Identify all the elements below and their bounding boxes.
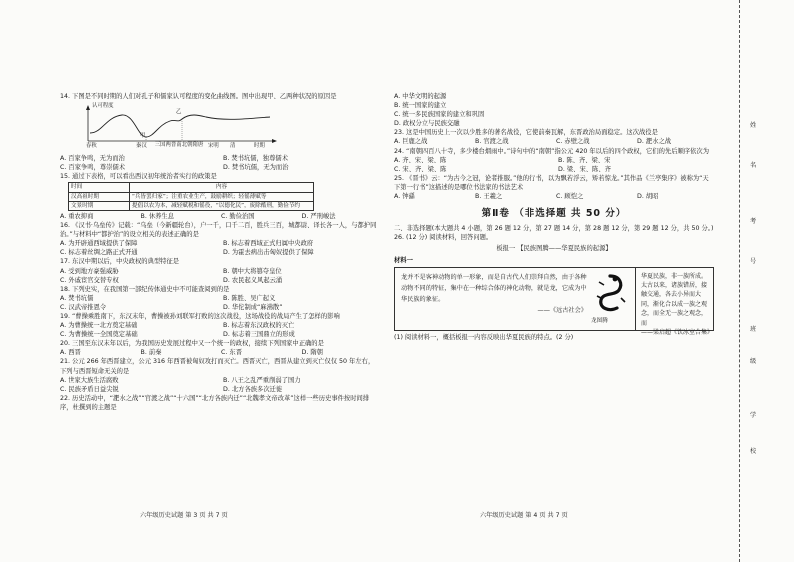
q22-stem: 22. 历史活动中，“淝水之战”“官渡之战”“十六国”“北方各族内迁”“北魏孝文帝改革”这样一些历史事件按时间排序，杜撰到的主题是 bbox=[60, 394, 370, 411]
q22-option-a[interactable]: A. 中华文明的起源 bbox=[394, 93, 447, 100]
q25-option-b[interactable]: B. 王羲之 bbox=[475, 193, 503, 201]
q21-option-b[interactable]: B. 八王之乱严重削弱了国力 bbox=[223, 376, 301, 384]
table-row bbox=[69, 192, 314, 201]
q21-options bbox=[60, 376, 378, 394]
q25-stem: 25. 《晋书》云：“为古今之冠，论者推服。”他的行书，以为飘若浮云，矫若惊龙。”其作品《兰亭集序》被称为“天下第一行书”这描述的是哪位书法家的书法艺术 bbox=[394, 174, 709, 191]
q15-options bbox=[60, 212, 378, 221]
left-page-footer: 六年级历史试题 第 3 页 共 7 页 bbox=[140, 512, 228, 519]
q24-options bbox=[394, 156, 714, 174]
binding-label: 号 bbox=[750, 258, 757, 265]
table-row bbox=[69, 183, 314, 192]
material-right-text bbox=[641, 272, 714, 338]
binding-label: 级 bbox=[750, 358, 757, 365]
q16-option-b[interactable]: B. 标志着西域正式归属中央政府 bbox=[223, 240, 314, 248]
dragon-totem-icon bbox=[593, 272, 627, 316]
q14-chart bbox=[74, 103, 304, 153]
q18-option-b[interactable]: B. 陈胜、吴广起义 bbox=[223, 294, 276, 302]
q14-stem: 14. 下图是不同时期的人们对孔子和儒家认可程度的变化曲线图。图中出现甲、乙两种状况的原因是 bbox=[60, 93, 337, 100]
q15-option-d[interactable]: D. 严刑峻法 bbox=[301, 212, 336, 220]
q14-period-label: 清 bbox=[230, 143, 236, 150]
q19-option-a[interactable]: A. 为曹操统一北方奠定基础 bbox=[60, 322, 138, 330]
q20-options bbox=[60, 348, 378, 357]
q15-header-content: 内容 bbox=[130, 183, 314, 192]
q14-period-label: 秦汉 bbox=[136, 143, 147, 150]
q17-stem: 17. 东汉中期以后，中央政权的典型特征是 bbox=[60, 258, 180, 266]
q24-option-a[interactable]: A. 齐、宋、梁、陈 bbox=[394, 156, 447, 164]
q24-option-b[interactable]: B. 陈、齐、梁、宋 bbox=[558, 156, 611, 164]
q14-mark-yi: 乙 bbox=[176, 109, 182, 116]
q14-options bbox=[60, 154, 378, 172]
q14-option-b[interactable]: B. 焚书坑儒，独尊儒术 bbox=[223, 155, 288, 163]
q18-options bbox=[60, 294, 378, 312]
q17-option-d[interactable]: D. 农民起义风起云涌 bbox=[223, 276, 283, 284]
q25-option-c[interactable]: C. 顾恺之 bbox=[556, 193, 584, 201]
q16-option-d[interactable]: D. 为霍去病出击匈奴提供了保障 bbox=[223, 249, 314, 257]
q25-options bbox=[394, 192, 714, 201]
q20-option-d[interactable]: D. 隋朝 bbox=[301, 349, 323, 357]
q14-y-label: 认可程度 bbox=[92, 103, 114, 110]
board-banner: 板报一 【民族图腾——华夏民族的起源】 bbox=[496, 245, 612, 253]
q19-stem: 19. “曹操乘胜南下，东汉末年，曹操被孙刘联军打败的这次战役，这场战役的战局产生了怎样的影响 bbox=[60, 312, 340, 320]
q21-option-a[interactable]: A. 世家大族生活腐败 bbox=[60, 376, 119, 384]
binding-label: 学 bbox=[750, 412, 757, 419]
q20-option-b[interactable]: B. 前秦 bbox=[140, 349, 162, 357]
q18-option-a[interactable]: A. 焚书坑儒 bbox=[60, 294, 94, 302]
binding-label: 考 bbox=[750, 218, 757, 225]
material-right-body: 华夏民族，非一族所成。太古以来，诸族错居，接触交通，各去小异而大同，渐化合以成一族之观念，而全无一族之观念，而 bbox=[641, 272, 708, 327]
q24-stem: 24. “南朝四百八十寺，多少楼台烟雨中。”诗句中的“南朝”指公元 420 年以后的四个政权，它们的先后顺序依次为 bbox=[394, 147, 709, 155]
q18-option-d[interactable]: D. 华佗制成“麻沸散” bbox=[223, 303, 283, 311]
material-right-source: ——梁启超《饮冰室合集》 bbox=[641, 329, 714, 337]
q15-header-time: 时间 bbox=[69, 183, 130, 192]
q14-recognition-curve bbox=[90, 115, 270, 140]
q17-option-b[interactable]: B. 朝中大将篡夺皇位 bbox=[223, 267, 282, 275]
material-left-source: ——《远古社会》 bbox=[537, 306, 587, 314]
table-cell: 提倡以农为本，减轻赋税和徭役，“以德化民”，废除酷刑，勤俭节约 bbox=[130, 201, 314, 210]
material-label: 材料一 bbox=[394, 256, 413, 264]
q16-options bbox=[60, 239, 378, 257]
q21-option-d[interactable]: D. 北方各族多次迁徙 bbox=[223, 385, 283, 393]
q19-option-c[interactable]: C. 为曹操统一全国奠定基础 bbox=[60, 331, 138, 339]
q14-option-d[interactable]: D. 焚书坑儒，无为而治 bbox=[223, 164, 289, 172]
q26-stem: 26. (12 分) 阅读材料，回答问题。 bbox=[394, 234, 493, 242]
q14-option-a[interactable]: A. 百家争鸣，无为而治 bbox=[60, 155, 125, 163]
q17-options bbox=[60, 267, 378, 285]
q23-options bbox=[394, 137, 714, 146]
q21-option-c[interactable]: C. 民族矛盾日益尖锐 bbox=[60, 385, 119, 393]
q15-option-c[interactable]: C. 勤俭治国 bbox=[221, 212, 255, 220]
q19-option-b[interactable]: B. 标志着东汉政权的灭亡 bbox=[223, 322, 295, 330]
q18-stem: 18. 下列史实，在我国第一部纪传体通史中不可能查阅到的是 bbox=[60, 285, 230, 293]
binding-label: 班 bbox=[750, 326, 757, 333]
q19-option-d[interactable]: D. 标志着三国鼎立的形成 bbox=[223, 331, 295, 339]
q25-option-d[interactable]: D. 胡昭 bbox=[637, 193, 659, 201]
q14-mark-jia: 甲 bbox=[140, 133, 146, 140]
q22-option-c[interactable]: C. 统一多民族国家的建立和巩固 bbox=[394, 111, 485, 119]
q16-stem: 16. 《汉书·乌垒传》记载：“乌垒（今新疆轮台），户一千，口千二百，胜兵三百，城都尉、译长各一人，与都护同治。”与材料中“都护治”的设立相关的表述正确的是 bbox=[60, 222, 377, 239]
binding-dashed-line bbox=[739, 0, 740, 562]
right-page-column bbox=[394, 92, 714, 342]
q21-stem: 21. 公元 266 年西晋建立，公元 316 年西晋被匈奴攻打而灭亡。西晋灭亡，西晋从建立到灭亡仅仅 50 年左右，下列与西晋短命无关的是 bbox=[60, 358, 375, 375]
q20-option-a[interactable]: A. 西晋 bbox=[60, 349, 81, 357]
binding-label: 名 bbox=[750, 162, 757, 169]
table-row bbox=[69, 201, 314, 210]
q17-option-a[interactable]: A. 受到地方豪强威胁 bbox=[60, 267, 119, 275]
q19-options bbox=[60, 321, 378, 339]
q18-option-c[interactable]: C. 汉武帝推恩令 bbox=[60, 303, 107, 311]
q23-option-c[interactable]: C. 赤壁之战 bbox=[556, 138, 590, 146]
q14-period-label: 三国两晋南北朝隋唐 bbox=[154, 142, 204, 149]
q15-option-a[interactable]: A. 重农抑商 bbox=[60, 212, 94, 220]
q20-option-c[interactable]: C. 东晋 bbox=[221, 349, 242, 357]
q26-sub1: (1) 阅读材料一，概括板报一内容反映出华夏民族的特点。(2 分) bbox=[394, 333, 574, 341]
q14-y-arrow bbox=[86, 105, 90, 110]
material-left-body: 龙并不是客神动物的单一形象，而是自古代人们崇拜自然，由于各种动物不同的特征，集中在一种综合体的神化动物，就是龙，它成为中华民族的象征。 bbox=[401, 273, 587, 303]
q24-option-d[interactable]: D. 梁、宋、陈、齐 bbox=[558, 165, 611, 173]
q20-stem: 20. 三国至东汉末年以后，为我国历史发展过程中又一个统一的政权，接续下列国家中正确的是 bbox=[60, 340, 324, 348]
q23-option-d[interactable]: D. 淝水之战 bbox=[637, 138, 672, 146]
binding-label: 校 bbox=[750, 448, 757, 455]
q14-period-label: 春秋 bbox=[86, 143, 97, 150]
q14-period-label: 时期 bbox=[254, 143, 265, 150]
q14-period-label: 宋明 bbox=[208, 143, 219, 150]
left-page-column bbox=[60, 92, 378, 412]
dragon-totem-caption: 龙图腾 bbox=[591, 317, 608, 324]
table-cell: 汉高祖时期 bbox=[69, 192, 130, 201]
material-divider bbox=[635, 268, 636, 330]
q25-option-a[interactable]: A. 钟繇 bbox=[394, 193, 415, 201]
binding-label: 姓 bbox=[750, 122, 757, 129]
q14-x-arrow bbox=[272, 139, 277, 143]
q23-option-b[interactable]: B. 官渡之战 bbox=[475, 138, 509, 146]
q15-option-b[interactable]: B. 休养生息 bbox=[140, 212, 175, 220]
q16-option-a[interactable]: A. 为开辟通西域提供了保障 bbox=[60, 240, 138, 248]
table-cell: 文景时期 bbox=[69, 201, 130, 210]
q24-option-c[interactable]: C. 宋、齐、梁、陈 bbox=[394, 165, 447, 173]
q15-table bbox=[68, 182, 314, 211]
material-left-text bbox=[401, 272, 587, 316]
q23-option-a[interactable]: A. 巨鹿之战 bbox=[394, 138, 428, 146]
q22-option-d[interactable]: D. 政权分立与民族交融 bbox=[394, 120, 460, 128]
q16-option-c[interactable]: C. 标志着丝绸之路正式开通 bbox=[60, 249, 138, 257]
table-cell: “兵皆罢归家”；注重农业生产，鼓励耕织；轻徭薄赋等 bbox=[130, 192, 314, 201]
q22-option-b[interactable]: B. 统一国家的建立 bbox=[394, 102, 447, 110]
q22-options bbox=[394, 92, 714, 128]
section-2-intro: 二、非选择题(本大题共 4 小题，第 26 题 12 分，第 27 题 14 分，第 28 题 12 分，第 29 题 12 分，共 50 分。) bbox=[394, 225, 714, 233]
q15-stem: 15. 通过下表格，可以看出西汉初年统治者实行的政策是 bbox=[60, 173, 217, 181]
q14-option-c[interactable]: C. 百家争鸣，尊崇儒术 bbox=[60, 164, 126, 172]
section-2-title: 第Ⅱ卷 （非选择题 共 50 分） bbox=[481, 208, 627, 220]
q17-option-c[interactable]: C. 外戚宦官交替专权 bbox=[60, 276, 119, 284]
q23-stem: 23. 这是中国历史上一次以少胜多的著名战役，它使前秦瓦解，东晋政治局面稳定。这次战役是 bbox=[394, 129, 658, 137]
right-page-footer: 六年级历史试题 第 4 页 共 7 页 bbox=[480, 512, 568, 519]
